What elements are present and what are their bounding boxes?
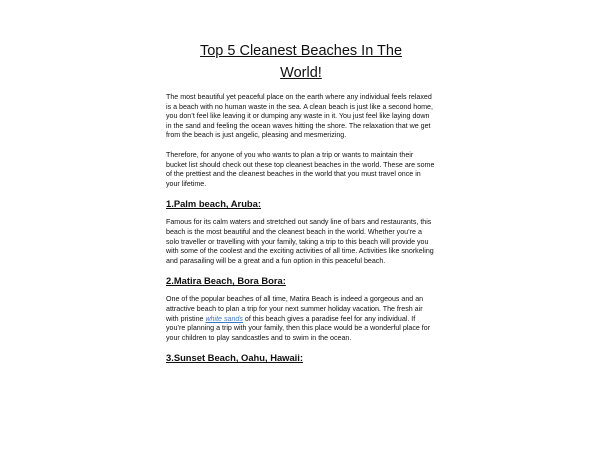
matira-text-after-link: of this beach gives a paradise feel for any individual. If you’re planning a trip with your family, then this place would be a wonderful place for your children to play sandcastles and to swim in the ocean.: [166, 314, 431, 342]
matira-text-before-link: One of the popular beaches of all time, Matira Beach is indeed a gorgeous and an attractive beach to plan a trip for your next summer holiday vacation. The fresh air with pristine: [166, 295, 424, 323]
page-title: [166, 40, 436, 84]
section-heading-palm-beach: 1.Palm beach, Aruba:: [166, 198, 261, 210]
section-body-palm-beach: Famous for its calm waters and stretched out sandy line of bars and restaurants, this beach is the most beautiful and the cleanest beach in the world. Whether you’re a solo traveller or travelling with your family, taking a trip to this beach will provide you with some of the coolest and the exciting activities of all time. Activities like snorkeling and parasailing will be a great and a fun option in this peaceful beach.: [166, 218, 434, 265]
intro-paragraph-2: Therefore, for anyone of you who wants to plan a trip or wants to maintain their bucket list should check out these top cleanest beaches in the world. These are some of the prettiest and the cleanest beaches in the world that you must travel once in your lifetime.: [166, 150, 435, 188]
section-heading-matira-beach: 2.Matira Beach, Bora Bora:: [166, 275, 286, 287]
section-heading-sunset-beach: 3.Sunset Beach, Oahu, Hawaii:: [166, 352, 304, 364]
intro-paragraph-1: The most beautiful yet peaceful place on the earth where any individual feels relaxed is a beach with no human waste in the sea. A clean beach is just like a second home, you don’t feel like leaving it or dumping any waste in it. You just feel like laying down in the sand and feeling the ocean waves hitting the shore. The relaxation that we get from the beach is just angelic, pleasing and mesmerizing.: [166, 93, 433, 140]
title-line-1: Top 5 Cleanest Beaches In The: [199, 43, 403, 59]
white-sands-link[interactable]: white sands: [205, 314, 243, 323]
title-line-2: World!: [280, 65, 322, 81]
document-content: [166, 40, 436, 364]
section-body-matira-beach: [166, 295, 436, 343]
